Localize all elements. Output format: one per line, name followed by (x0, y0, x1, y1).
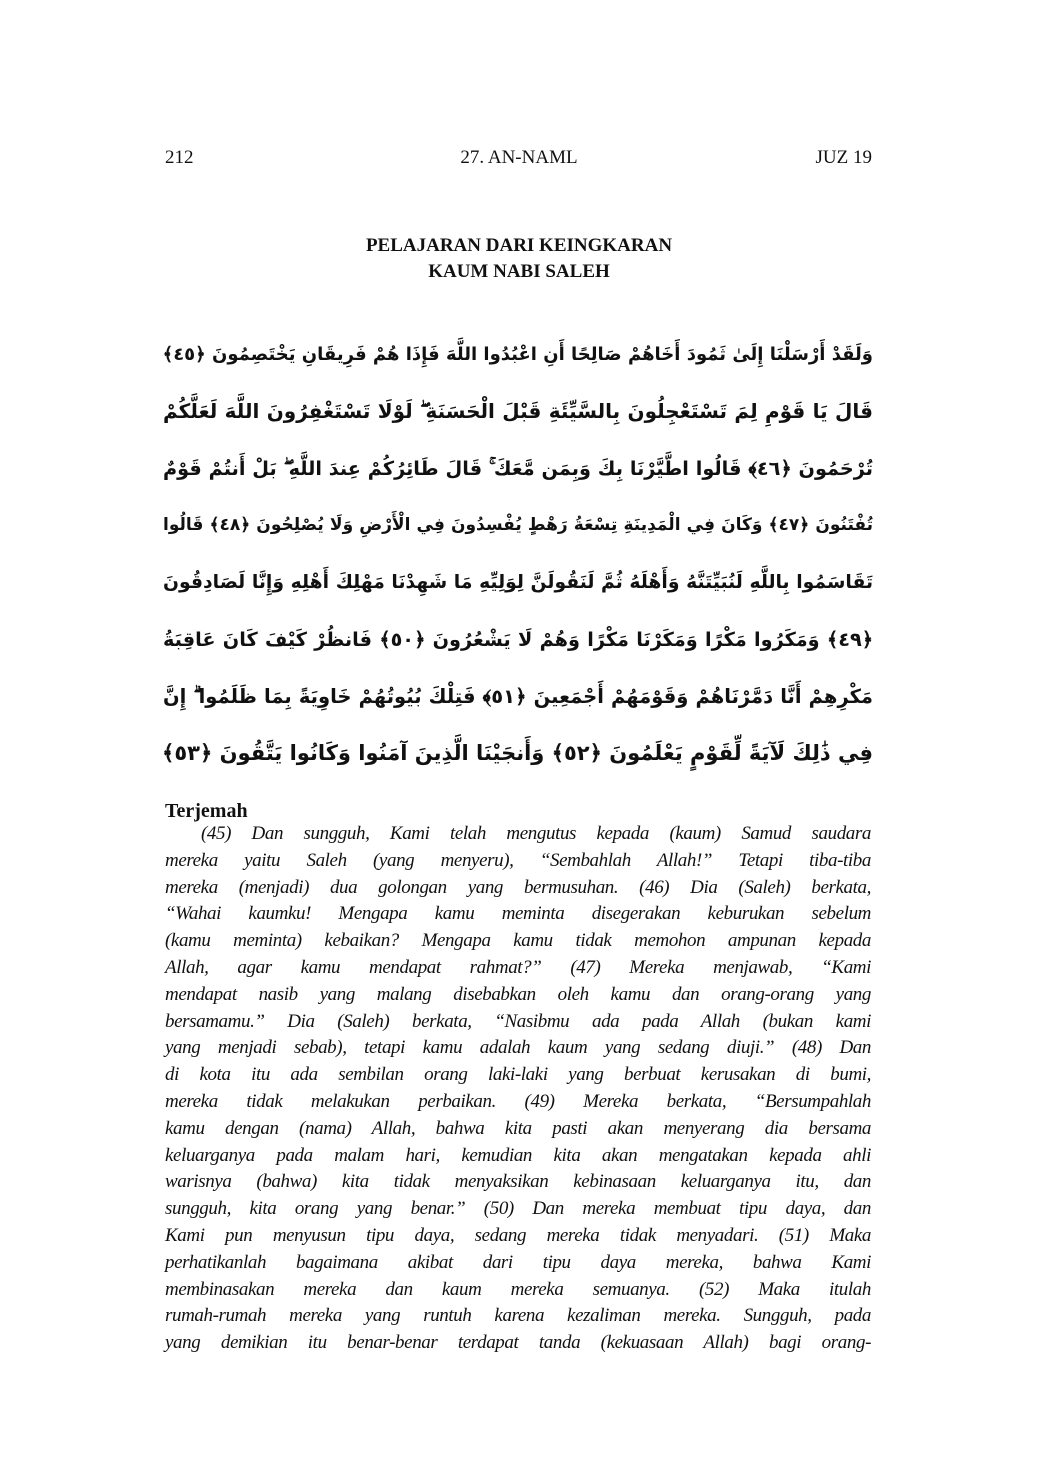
arabic-line: فِي ذَٰلِكَ لَآيَةً لِّقَوْمٍ يَعْلَمُونَ ﴿٥٢﴾ وَأَنجَيْنَا الَّذِينَ آمَنُوا وَكَانُوا يَتَّقُونَ ﴿٥٣﴾ (162, 741, 873, 765)
translation-text (165, 821, 871, 1357)
translation-line: yang menjadi sebab), tetapi kamu adalah kaum yang sedang diuji.” (48) Dan (165, 1037, 871, 1059)
arabic-line: ﴿٤٩﴾ وَمَكَرُوا مَكْرًا وَمَكَرْنَا مَكْرًا وَهُمْ لَا يَشْعُرُونَ ﴿٥٠﴾ فَانظُرْ كَيْفَ كَانَ عَاقِبَةُ (163, 628, 873, 651)
arabic-line: وَلَقَدْ أَرْسَلْنَا إِلَىٰ ثَمُودَ أَخَاهُمْ صَالِحًا أَنِ اعْبُدُوا اللَّهَ فَإِذَا هُمْ فَرِيقَانِ يَخْتَصِمُونَ ﴿٤٥﴾ (162, 344, 873, 365)
translation-line: (kamu meminta) kebaikan? Mengapa kamu tidak memohon ampunan kepada (165, 930, 871, 952)
translation-line: Kami pun menyusun tipu daya, sedang mereka tidak menyadari. (51) Maka (165, 1224, 871, 1246)
translation-line: mereka (menjadi) dua golongan yang bermusuhan. (46) Dia (Saleh) berkata, (165, 876, 871, 898)
translation-line: “Wahai kaumku! Mengapa kamu meminta disegerakan keburukan sebelum (165, 903, 871, 925)
translation-line: mereka yaitu Saleh (yang menyeru), “Sembahlah Allah!” Tetapi tiba-tiba (165, 849, 871, 871)
translation-line: perhatikanlah bagaimana akibat dari tipu daya mereka, bahwa Kami (165, 1251, 871, 1273)
running-header-juz: JUZ 19 (815, 147, 872, 168)
translation-line: keluarganya pada malam hari, kemudian kita akan mengatakan kepada ahli (165, 1144, 871, 1166)
translation-line: yang demikian itu benar-benar terdapat tanda (kekuasaan Allah) bagi orang- (165, 1332, 871, 1354)
translation-line: Allah, agar kamu mendapat rahmat?” (47) Mereka menjawab, “Kami (165, 956, 871, 978)
translation-line: rumah-rumah mereka yang runtuh karena kezaliman mereka. Sungguh, pada (165, 1305, 871, 1327)
arabic-line: قَالَ يَا قَوْمِ لِمَ تَسْتَعْجِلُونَ بِالسَّيِّئَةِ قَبْلَ الْحَسَنَةِ ۖ لَوْلَا تَسْتَغْفِرُونَ اللَّهَ لَعَلَّكُمْ (163, 399, 873, 423)
translation-line: kamu dengan (nama) Allah, bahwa kita pasti akan menyerang dia bersama (165, 1117, 871, 1139)
translation-line: di kota itu ada sembilan orang laki-laki yang berbuat kerusakan di bumi, (165, 1064, 871, 1086)
translation-line: bersamamu.” Dia (Saleh) berkata, “Nasibmu ada pada Allah (bukan kami (165, 1010, 871, 1032)
section-title-line-1: PELAJARAN DARI KEINGKARAN (365, 235, 673, 256)
translation-line: mereka tidak melakukan perbaikan. (49) Mereka berkata, “Bersumpahlah (165, 1090, 871, 1112)
translation-line: warisnya (bahwa) kita tidak menyaksikan kebinasaan keluarganya itu, dan (165, 1171, 871, 1193)
translation-line: sungguh, kita orang yang benar.” (50) Dan mereka membuat tipu daya, dan (165, 1198, 871, 1220)
arabic-line: مَكْرِهِمْ أَنَّا دَمَّرْنَاهُمْ وَقَوْمَهُمْ أَجْمَعِينَ ﴿٥١﴾ فَتِلْكَ بُيُوتُهُمْ خَاوِيَةً بِمَا ظَلَمُوا ۗ إِنَّ (163, 685, 873, 708)
section-title-line-2: KAUM NABI SALEH (428, 261, 610, 282)
running-header-surah: 27. AN-NAML (460, 147, 578, 168)
translation-line: membinasakan mereka dan kaum mereka semuanya. (52) Maka itulah (165, 1278, 871, 1300)
arabic-line: تُرْحَمُونَ ﴿٤٦﴾ قَالُوا اطَّيَّرْنَا بِكَ وَبِمَن مَّعَكَ ۚ قَالَ طَائِرُكُمْ عِندَ اللَّهِ ۖ بَلْ أَنتُمْ قَوْمٌ (163, 457, 873, 480)
arabic-line: تُفْتَنُونَ ﴿٤٧﴾ وَكَانَ فِي الْمَدِينَةِ تِسْعَةُ رَهْطٍ يُفْسِدُونَ فِي الْأَرْضِ وَلَا يُصْلِحُونَ ﴿٤٨﴾ قَالُوا (163, 515, 874, 535)
page-number: 212 (165, 147, 194, 168)
arabic-line: تَقَاسَمُوا بِاللَّهِ لَنُبَيِّتَنَّهُ وَأَهْلَهُ ثُمَّ لَنَقُولَنَّ لِوَلِيِّهِ مَا شَهِدْنَا مَهْلِكَ أَهْلِهِ وَإِنَّا لَصَادِقُونَ (163, 572, 873, 593)
translation-heading: Terjemah (165, 800, 248, 822)
arabic-verses (163, 326, 873, 782)
translation-line: (45) Dan sungguh, Kami telah mengutus kepada (kaum) Samud saudara (201, 823, 871, 844)
translation-line: mendapat nasib yang malang disebabkan oleh kamu dan orang-orang yang (165, 983, 871, 1005)
